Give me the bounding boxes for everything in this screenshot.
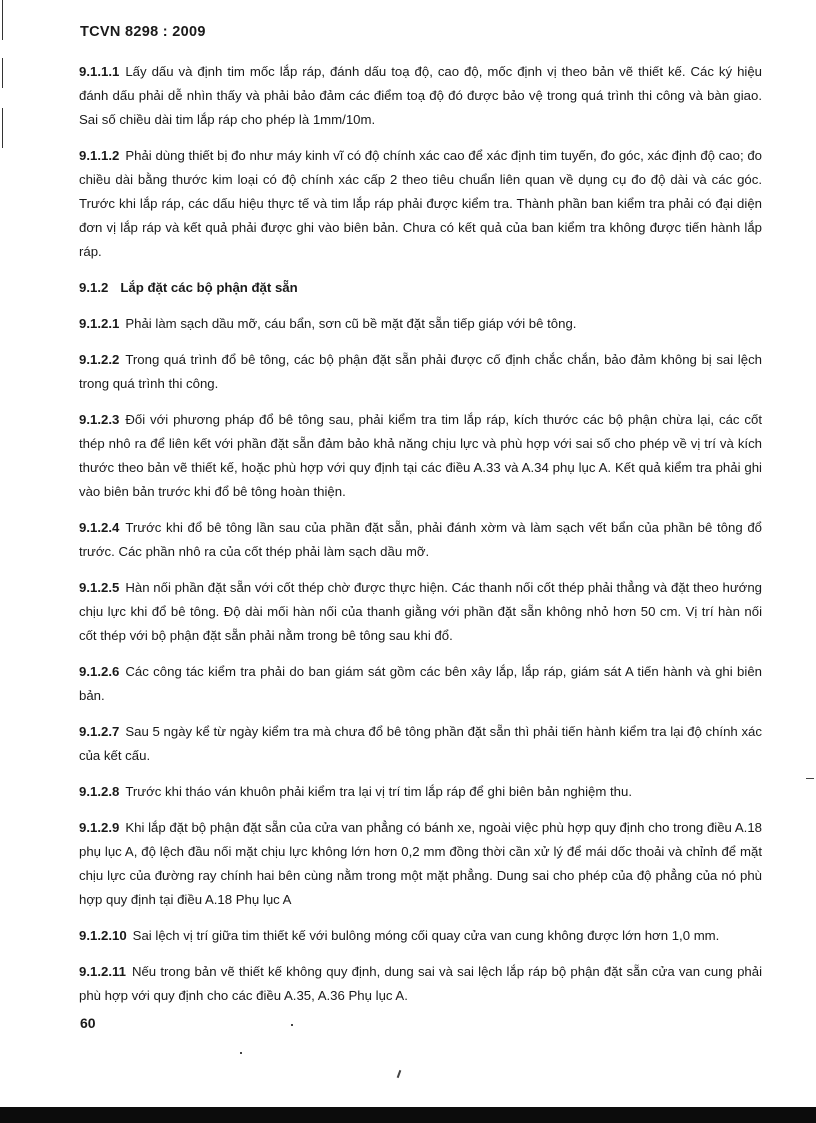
clause-text: Sau 5 ngày kể từ ngày kiểm tra mà chưa đổ bê tông phần đặt sẵn thì phải tiến hành kiểm tra lại độ chính xác của kết cấu. (79, 724, 762, 763)
clause-text: Trước khi tháo ván khuôn phải kiểm tra lại vị trí tim lắp ráp để ghi biên bản nghiệm thu. (125, 784, 632, 799)
clause-number: 9.1.2.10 (79, 928, 127, 943)
section-heading (79, 276, 762, 300)
clause-number: 9.1.2.9 (79, 820, 120, 835)
clause-text: Trước khi đổ bê tông lần sau của phần đặt sẵn, phải đánh xờm và làm sạch vết bẩn của phần bê tông đổ trước. Các phần nhô ra của cốt thép phải làm sạch dầu mỡ. (79, 520, 762, 559)
page-number: 60 (80, 1015, 96, 1031)
scan-edge-mark (2, 0, 3, 40)
clause-text: Lấy dấu và định tim mốc lắp ráp, đánh dấu toạ độ, cao độ, mốc định vị theo bản vẽ thiết kế. Các ký hiệu đánh dấu phải dễ nhìn thấy và phải bảo đảm các điểm toạ độ đó được bảo vệ trong quá trình thi công và bàn giao. Sai số chiều dài tim lắp ráp cho phép là 1mm/10m. (79, 64, 762, 127)
clause-paragraph (79, 408, 762, 504)
scan-speck (397, 1070, 402, 1078)
clause-number: 9.1.2.2 (79, 352, 120, 367)
clause-paragraph (79, 660, 762, 708)
clause-number: 9.1.2.3 (79, 412, 120, 427)
clause-paragraph (79, 312, 762, 336)
clause-paragraph (79, 348, 762, 396)
clause-text: Hàn nối phần đặt sẵn với cốt thép chờ được thực hiện. Các thanh nối cốt thép phải thẳng và đặt theo hướng chịu lực khi đổ bê tông. Độ dài mối hàn nối của thanh giằng với phần đặt sẵn không nhỏ hơn 50 cm. Vị trí hàn nối cốt thép với bộ phận đặt sẵn phải nằm trong bê tông sau khi đổ. (79, 580, 762, 643)
clause-number: 9.1.2.6 (79, 664, 120, 679)
clause-text: Phải làm sạch dầu mỡ, cáu bẩn, sơn cũ bề mặt đặt sẵn tiếp giáp với bê tông. (125, 316, 577, 331)
clause-number: 9.1.1.1 (79, 64, 120, 79)
clause-text: Các công tác kiểm tra phải do ban giám sát gồm các bên xây lắp, lắp ráp, giám sát A tiến hành và ghi biên bản. (79, 664, 762, 703)
clause-number: 9.1.2.5 (79, 580, 120, 595)
clause-number: 9.1.2.11 (79, 964, 126, 979)
clause-paragraph (79, 60, 762, 132)
clause-text: Nếu trong bản vẽ thiết kế không quy định, dung sai và sai lệch lắp ráp bộ phận đặt sẵn cửa van cung phải phù hợp với quy định cho các điều A.35, A.36 Phụ lục A. (79, 964, 762, 1003)
clause-number: 9.1.2.1 (79, 316, 120, 331)
clause-number: 9.1.2.7 (79, 724, 120, 739)
standard-header: TCVN 8298 : 2009 (80, 24, 206, 40)
clause-text: Sai lệch vị trí giữa tim thiết kế với bulông móng cối quay cửa van cung không được lớn hơn 1,0 mm. (132, 928, 720, 943)
clause-number: 9.1.2.8 (79, 784, 120, 799)
clause-number: 9.1.2 (79, 280, 109, 295)
clause-paragraph (79, 720, 762, 768)
clause-paragraph (79, 960, 762, 1008)
clause-paragraph (79, 576, 762, 648)
scan-bottom-edge (0, 1107, 816, 1123)
clause-number: 9.1.1.2 (79, 148, 120, 163)
clause-text: Đối với phương pháp đổ bê tông sau, phải kiểm tra tim lắp ráp, kích thước các bộ phận chừa lại, các cốt thép nhô ra để liên kết với phần đặt sẵn đảm bảo khả năng chịu lực và phù hợp với sai số cho phép về vị trí và kích thước theo bản vẽ thiết kế, hoặc phù hợp với quy định tại các điều A.33 và A.34 phụ lục A. Kết quả kiểm tra phải ghi vào biên bản trước khi đổ bê tông hoàn thiện. (79, 412, 762, 499)
clause-text: Phải dùng thiết bị đo như máy kinh vĩ có độ chính xác cao để xác định tim tuyến, đo góc, xác định độ cao; đo chiều dài bằng thước kim loại có độ chính xác cấp 2 theo tiêu chuẩn liên quan về dụng cụ đo độ dài và các góc. Trước khi lắp ráp, các dấu hiệu thực tế và tim lắp ráp phải được kiểm tra. Thành phần ban kiểm tra phải có đại diện đơn vị lắp ráp và kết quả phải được ghi vào biên bản. Chưa có kết quả của ban kiểm tra không được tiến hành lắp ráp. (79, 148, 762, 259)
scan-speck (806, 778, 814, 779)
clause-paragraph (79, 924, 762, 948)
clause-paragraph (79, 516, 762, 564)
scan-speck (240, 1052, 242, 1054)
document-body (79, 60, 762, 1020)
scan-edge-mark (2, 108, 3, 148)
clause-paragraph (79, 816, 762, 912)
clause-paragraph (79, 780, 762, 804)
clause-text: Trong quá trình đổ bê tông, các bộ phận đặt sẵn phải được cố định chắc chắn, bảo đảm không bị sai lệch trong quá trình thi công. (79, 352, 762, 391)
section-heading-text: Lắp đặt các bộ phận đặt sẵn (120, 280, 298, 295)
clause-paragraph (79, 144, 762, 264)
scan-speck (291, 1024, 293, 1026)
scan-edge-mark (2, 58, 3, 88)
clause-number: 9.1.2.4 (79, 520, 120, 535)
clause-text: Khi lắp đặt bộ phận đặt sẵn của cửa van phẳng có bánh xe, ngoài việc phù hợp quy định cho trong điều A.18 phụ lục A, độ lệch đầu nối mặt chịu lực không lớn hơn 0,2 mm đồng thời cần xử lý để mái dốc thoải và chỉnh để mặt chịu lực của đường ray chính hai bên cùng nằm trong một mặt phẳng. Dung sai cho phép của độ phẳng của nó phù hợp quy định tại điều A.18 Phụ lục A (79, 820, 762, 907)
